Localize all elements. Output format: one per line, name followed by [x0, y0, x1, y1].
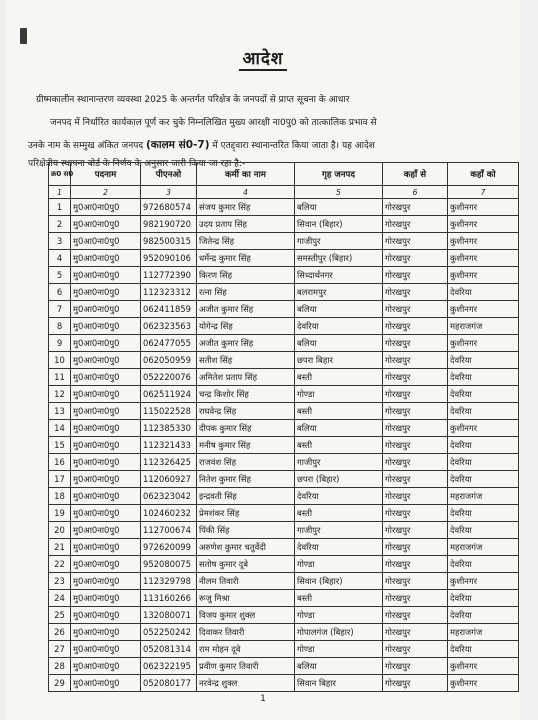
cell-serial: 20	[49, 522, 71, 539]
table-row	[49, 505, 519, 522]
column-number: 4	[197, 186, 295, 199]
cell-designation: मु0आ0ना0पु0	[71, 216, 141, 233]
cell-from: गोरखपुर	[383, 624, 448, 641]
cell-name: इन्द्रवती सिंह	[197, 488, 295, 505]
cell-from: गोरखपुर	[383, 658, 448, 675]
cell-to: देवरिया	[448, 369, 519, 386]
table-row	[49, 539, 519, 556]
cell-from: गोरखपुर	[383, 573, 448, 590]
table-row	[49, 352, 519, 369]
cell-pno: 952090106	[141, 250, 197, 267]
page-title: आदेश	[6, 46, 520, 69]
cell-home-district: बस्ती	[295, 590, 383, 607]
table-row	[49, 403, 519, 420]
cell-name: किरण सिंह	[197, 267, 295, 284]
cell-pno: 115022528	[141, 403, 197, 420]
column-number: 1	[49, 186, 71, 199]
cell-home-district: देवरिया	[295, 539, 383, 556]
cell-serial: 8	[49, 318, 71, 335]
cell-serial: 10	[49, 352, 71, 369]
cell-from: गोरखपुर	[383, 284, 448, 301]
cell-pno: 113160266	[141, 590, 197, 607]
cell-home-district: सिवान (बिहार)	[295, 573, 383, 590]
cell-pno: 112385330	[141, 420, 197, 437]
table-row	[49, 335, 519, 352]
cell-from: गोरखपुर	[383, 318, 448, 335]
cell-serial: 2	[49, 216, 71, 233]
cell-designation: मु0आ0ना0पु0	[71, 675, 141, 692]
cell-from: गोरखपुर	[383, 675, 448, 692]
cell-designation: मु0आ0ना0पु0	[71, 471, 141, 488]
cell-to: कुशीनगर	[448, 301, 519, 318]
table-row	[49, 420, 519, 437]
cell-from: गोरखपुर	[383, 352, 448, 369]
cell-pno: 052220076	[141, 369, 197, 386]
cell-from: गोरखपुर	[383, 607, 448, 624]
cell-from: गोरखपुर	[383, 267, 448, 284]
cell-serial: 14	[49, 420, 71, 437]
cell-to: महराजगंज	[448, 539, 519, 556]
punch-mark	[20, 28, 27, 44]
cell-designation: मु0आ0ना0पु0	[71, 420, 141, 437]
column-number: 3	[141, 186, 197, 199]
table-row	[49, 471, 519, 488]
cell-serial: 7	[49, 301, 71, 318]
paragraph-line-1: ग्रीष्मकालीन स्थानान्तरण व्यवस्था 2025 के अन्तर्गत परिक्षेत्र के जनपदों से प्राप्त सूचना के आधार	[36, 95, 350, 105]
cell-serial: 3	[49, 233, 71, 250]
cell-name: अमितेश प्रताप सिंह	[197, 369, 295, 386]
cell-serial: 6	[49, 284, 71, 301]
cell-name: प्रेमशंकर सिंह	[197, 505, 295, 522]
cell-designation: मु0आ0ना0पु0	[71, 284, 141, 301]
cell-to: देवरिया	[448, 505, 519, 522]
table-row	[49, 250, 519, 267]
cell-pno: 052250242	[141, 624, 197, 641]
cell-name: सतोष कुमार दूबे	[197, 556, 295, 573]
transfer-table	[48, 162, 519, 692]
cell-serial: 23	[49, 573, 71, 590]
cell-home-district: गोण्डा	[295, 386, 383, 403]
cell-designation: मु0आ0ना0पु0	[71, 437, 141, 454]
table-body	[49, 199, 519, 692]
column-reference: (कालम सं0-7)	[145, 139, 210, 151]
cell-name: चन्द्र किशोर सिंह	[197, 386, 295, 403]
cell-home-district: बस्ती	[295, 369, 383, 386]
cell-serial: 9	[49, 335, 71, 352]
cell-from: गोरखपुर	[383, 590, 448, 607]
cell-to: कुशीनगर	[448, 199, 519, 216]
cell-serial: 15	[49, 437, 71, 454]
cell-designation: मु0आ0ना0पु0	[71, 522, 141, 539]
header-from: कहाँ से	[383, 163, 448, 186]
cell-to: कुशीनगर	[448, 335, 519, 352]
cell-designation: मु0आ0ना0पु0	[71, 386, 141, 403]
cell-designation: मु0आ0ना0पु0	[71, 267, 141, 284]
cell-home-district: सिवान बिहार	[295, 675, 383, 692]
cell-serial: 18	[49, 488, 71, 505]
cell-from: गोरखपुर	[383, 539, 448, 556]
cell-name: दिवाकर तिवारी	[197, 624, 295, 641]
cell-pno: 112329798	[141, 573, 197, 590]
cell-to: देवरिया	[448, 556, 519, 573]
cell-designation: मु0आ0ना0पु0	[71, 233, 141, 250]
cell-name: योगेन्द्र सिंह	[197, 318, 295, 335]
table-header-row	[49, 163, 519, 186]
cell-designation: मु0आ0ना0पु0	[71, 318, 141, 335]
cell-serial: 21	[49, 539, 71, 556]
paragraph-line-4: परिक्षेत्रीय स्थापना बोर्ड के निर्णय के अनुसार जारी किया जा रहा है:-	[28, 159, 246, 169]
cell-name: विजय कुमार शुक्ल	[197, 607, 295, 624]
cell-to: महराजगंज	[448, 624, 519, 641]
cell-home-district: सिध्दार्थनगर	[295, 267, 383, 284]
cell-pno: 112700674	[141, 522, 197, 539]
cell-serial: 26	[49, 624, 71, 641]
cell-to: देवरिया	[448, 607, 519, 624]
cell-to: देवरिया	[448, 386, 519, 403]
cell-home-district: बलिया	[295, 199, 383, 216]
table-row	[49, 267, 519, 284]
cell-designation: मु0आ0ना0पु0	[71, 250, 141, 267]
paragraph-line-2: जनपद में निर्धारित कार्यकाल पूर्ण कर चुके निम्नलिखित मुख्य आरक्षी ना0पु0 को तात्कालिक प्रभाव से	[50, 118, 377, 128]
cell-pno: 062411859	[141, 301, 197, 318]
cell-to: कुशीनगर	[448, 658, 519, 675]
cell-to: देवरिया	[448, 284, 519, 301]
cell-pno: 102460232	[141, 505, 197, 522]
cell-home-district: गोण्डा	[295, 641, 383, 658]
cell-serial: 28	[49, 658, 71, 675]
cell-from: गोरखपुर	[383, 505, 448, 522]
cell-serial: 11	[49, 369, 71, 386]
cell-home-district: छपरा (बिहार)	[295, 471, 383, 488]
cell-pno: 062477055	[141, 335, 197, 352]
table-row	[49, 658, 519, 675]
cell-home-district: बलिया	[295, 335, 383, 352]
cell-pno: 062050959	[141, 352, 197, 369]
cell-serial: 1	[49, 199, 71, 216]
cell-pno: 052081314	[141, 641, 197, 658]
cell-home-district: गोपालगंज (बिहार)	[295, 624, 383, 641]
cell-to: देवरिया	[448, 590, 519, 607]
cell-name: राजवंश सिंह	[197, 454, 295, 471]
cell-name: रूजु मिश्रा	[197, 590, 295, 607]
cell-from: गोरखपुर	[383, 641, 448, 658]
cell-serial: 13	[49, 403, 71, 420]
cell-pno: 112323312	[141, 284, 197, 301]
cell-designation: मु0आ0ना0पु0	[71, 199, 141, 216]
cell-home-district: गोण्डा	[295, 556, 383, 573]
cell-home-district: बलिया	[295, 301, 383, 318]
cell-home-district: बलिया	[295, 658, 383, 675]
cell-name: मनीष कुमार सिंह	[197, 437, 295, 454]
cell-to: कुशीनगर	[448, 573, 519, 590]
cell-from: गोरखपुर	[383, 216, 448, 233]
table-row	[49, 522, 519, 539]
cell-home-district: गाजीपुर	[295, 233, 383, 250]
cell-name: जितेन्द्र सिंह	[197, 233, 295, 250]
cell-pno: 112772390	[141, 267, 197, 284]
table-row	[49, 216, 519, 233]
table-row	[49, 301, 519, 318]
cell-name: अरुणेश कुमार चतुर्वेदी	[197, 539, 295, 556]
cell-from: गोरखपुर	[383, 403, 448, 420]
cell-home-district: गोण्डा	[295, 607, 383, 624]
cell-from: गोरखपुर	[383, 471, 448, 488]
cell-home-district: छपरा बिहार	[295, 352, 383, 369]
cell-name: संजय कुमार सिंह	[197, 199, 295, 216]
cell-pno: 062323563	[141, 318, 197, 335]
cell-home-district: सिवान (बिहार)	[295, 216, 383, 233]
cell-designation: मु0आ0ना0पु0	[71, 301, 141, 318]
cell-name: धर्मेन्द्र कुमार सिंह	[197, 250, 295, 267]
cell-to: देवरिया	[448, 437, 519, 454]
cell-serial: 24	[49, 590, 71, 607]
cell-name: राघवेन्द्र सिंह	[197, 403, 295, 420]
column-number: 7	[448, 186, 519, 199]
cell-from: गोरखपुर	[383, 437, 448, 454]
cell-name: नीलम तिवारी	[197, 573, 295, 590]
table-row	[49, 624, 519, 641]
cell-designation: मु0आ0ना0पु0	[71, 369, 141, 386]
cell-serial: 12	[49, 386, 71, 403]
cell-designation: मु0आ0ना0पु0	[71, 505, 141, 522]
cell-pno: 062323042	[141, 488, 197, 505]
cell-to: देवरिया	[448, 522, 519, 539]
cell-to: देवरिया	[448, 352, 519, 369]
cell-to: देवरिया	[448, 471, 519, 488]
cell-serial: 19	[49, 505, 71, 522]
cell-from: गोरखपुर	[383, 369, 448, 386]
cell-name: राम मोहन दूबे	[197, 641, 295, 658]
cell-to: कुशीनगर	[448, 233, 519, 250]
cell-name: दीपक कुमार सिंह	[197, 420, 295, 437]
header-serial: क्र0 स0	[49, 163, 71, 186]
cell-pno: 112060927	[141, 471, 197, 488]
cell-serial: 22	[49, 556, 71, 573]
cell-from: गोरखपुर	[383, 335, 448, 352]
table-row	[49, 369, 519, 386]
cell-pno: 112321433	[141, 437, 197, 454]
cell-home-district: गाजीपुर	[295, 454, 383, 471]
cell-from: गोरखपुर	[383, 199, 448, 216]
table-row	[49, 454, 519, 471]
cell-home-district: समस्तीपुर (बिहार)	[295, 250, 383, 267]
cell-pno: 952080075	[141, 556, 197, 573]
cell-name: सतीश सिंह	[197, 352, 295, 369]
cell-to: देवरिया	[448, 454, 519, 471]
cell-home-district: गाजीपुर	[295, 522, 383, 539]
table-row	[49, 641, 519, 658]
cell-designation: मु0आ0ना0पु0	[71, 573, 141, 590]
header-name: कर्मी का नाम	[197, 163, 295, 186]
cell-name: पिंकी सिंह	[197, 522, 295, 539]
cell-pno: 052080177	[141, 675, 197, 692]
table-row	[49, 590, 519, 607]
cell-designation: मु0आ0ना0पु0	[71, 641, 141, 658]
cell-name: अजीत कुमार सिंह	[197, 301, 295, 318]
cell-from: गोरखपुर	[383, 522, 448, 539]
cell-serial: 17	[49, 471, 71, 488]
table-row	[49, 607, 519, 624]
cell-designation: मु0आ0ना0पु0	[71, 352, 141, 369]
cell-name: रत्ना सिंह	[197, 284, 295, 301]
table-row	[49, 318, 519, 335]
cell-to: कुशीनगर	[448, 675, 519, 692]
header-pno: पीएनओ	[141, 163, 197, 186]
column-number: 6	[383, 186, 448, 199]
cell-designation: मु0आ0ना0पु0	[71, 607, 141, 624]
cell-serial: 16	[49, 454, 71, 471]
header-to: कहाँ को	[448, 163, 519, 186]
table-row	[49, 233, 519, 250]
cell-pno: 982190720	[141, 216, 197, 233]
table-row	[49, 284, 519, 301]
cell-to: देवरिया	[448, 641, 519, 658]
table-row	[49, 675, 519, 692]
cell-to: महराजगंज	[448, 488, 519, 505]
cell-name: अजीत कुमार सिंह	[197, 335, 295, 352]
cell-to: कुशीनगर	[448, 420, 519, 437]
cell-pno: 132080071	[141, 607, 197, 624]
cell-to: देवरिया	[448, 403, 519, 420]
cell-designation: मु0आ0ना0पु0	[71, 488, 141, 505]
cell-designation: मु0आ0ना0पु0	[71, 403, 141, 420]
page-number: 1	[260, 694, 266, 704]
cell-from: गोरखपुर	[383, 250, 448, 267]
cell-name: नितेश कुमार सिंह	[197, 471, 295, 488]
cell-pno: 062511924	[141, 386, 197, 403]
cell-home-district: बस्ती	[295, 403, 383, 420]
cell-name: उदय प्रताप सिंह	[197, 216, 295, 233]
cell-home-district: बस्ती	[295, 505, 383, 522]
cell-from: गोरखपुर	[383, 454, 448, 471]
cell-name: नरवेन्द्र शुक्ल	[197, 675, 295, 692]
cell-from: गोरखपुर	[383, 233, 448, 250]
cell-designation: मु0आ0ना0पु0	[71, 658, 141, 675]
table-row	[49, 556, 519, 573]
cell-designation: मु0आ0ना0पु0	[71, 590, 141, 607]
cell-pno: 062322195	[141, 658, 197, 675]
cell-from: गोरखपुर	[383, 301, 448, 318]
cell-designation: मु0आ0ना0पु0	[71, 539, 141, 556]
cell-pno: 972680574	[141, 199, 197, 216]
table-row	[49, 199, 519, 216]
cell-from: गोरखपुर	[383, 386, 448, 403]
cell-pno: 982500315	[141, 233, 197, 250]
table-row	[49, 488, 519, 505]
cell-designation: मु0आ0ना0पु0	[71, 556, 141, 573]
cell-serial: 25	[49, 607, 71, 624]
cell-to: महराजगंज	[448, 318, 519, 335]
paragraph-line-3: उनके नाम के सम्मुख अंकित जनपद (कालम सं0-7) में एतद्द्वारा स्थानान्तरित किया जाता है। यह आदेश	[28, 139, 375, 151]
cell-home-district: बलरामपुर	[295, 284, 383, 301]
column-number: 2	[71, 186, 141, 199]
cell-serial: 27	[49, 641, 71, 658]
column-number-row	[49, 186, 519, 199]
cell-home-district: बस्ती	[295, 437, 383, 454]
cell-serial: 4	[49, 250, 71, 267]
cell-pno: 112326425	[141, 454, 197, 471]
cell-name: प्रवीण कुमार तिवारी	[197, 658, 295, 675]
header-home-district: गृह जनपद	[295, 163, 383, 186]
table-row	[49, 437, 519, 454]
cell-pno: 972620099	[141, 539, 197, 556]
cell-to: कुशीनगर	[448, 267, 519, 284]
cell-serial: 5	[49, 267, 71, 284]
cell-from: गोरखपुर	[383, 488, 448, 505]
cell-home-district: बलिया	[295, 420, 383, 437]
cell-serial: 29	[49, 675, 71, 692]
cell-designation: मु0आ0ना0पु0	[71, 335, 141, 352]
column-number: 5	[295, 186, 383, 199]
cell-designation: मु0आ0ना0पु0	[71, 624, 141, 641]
table-row	[49, 386, 519, 403]
header-designation: पदनाम	[71, 163, 141, 186]
cell-home-district: देवरिया	[295, 318, 383, 335]
cell-to: कुशीनगर	[448, 250, 519, 267]
cell-from: गोरखपुर	[383, 420, 448, 437]
table-row	[49, 573, 519, 590]
cell-home-district: देवरिया	[295, 488, 383, 505]
cell-from: गोरखपुर	[383, 556, 448, 573]
document-page	[6, 0, 520, 720]
cell-to: कुशीनगर	[448, 216, 519, 233]
cell-designation: मु0आ0ना0पु0	[71, 454, 141, 471]
